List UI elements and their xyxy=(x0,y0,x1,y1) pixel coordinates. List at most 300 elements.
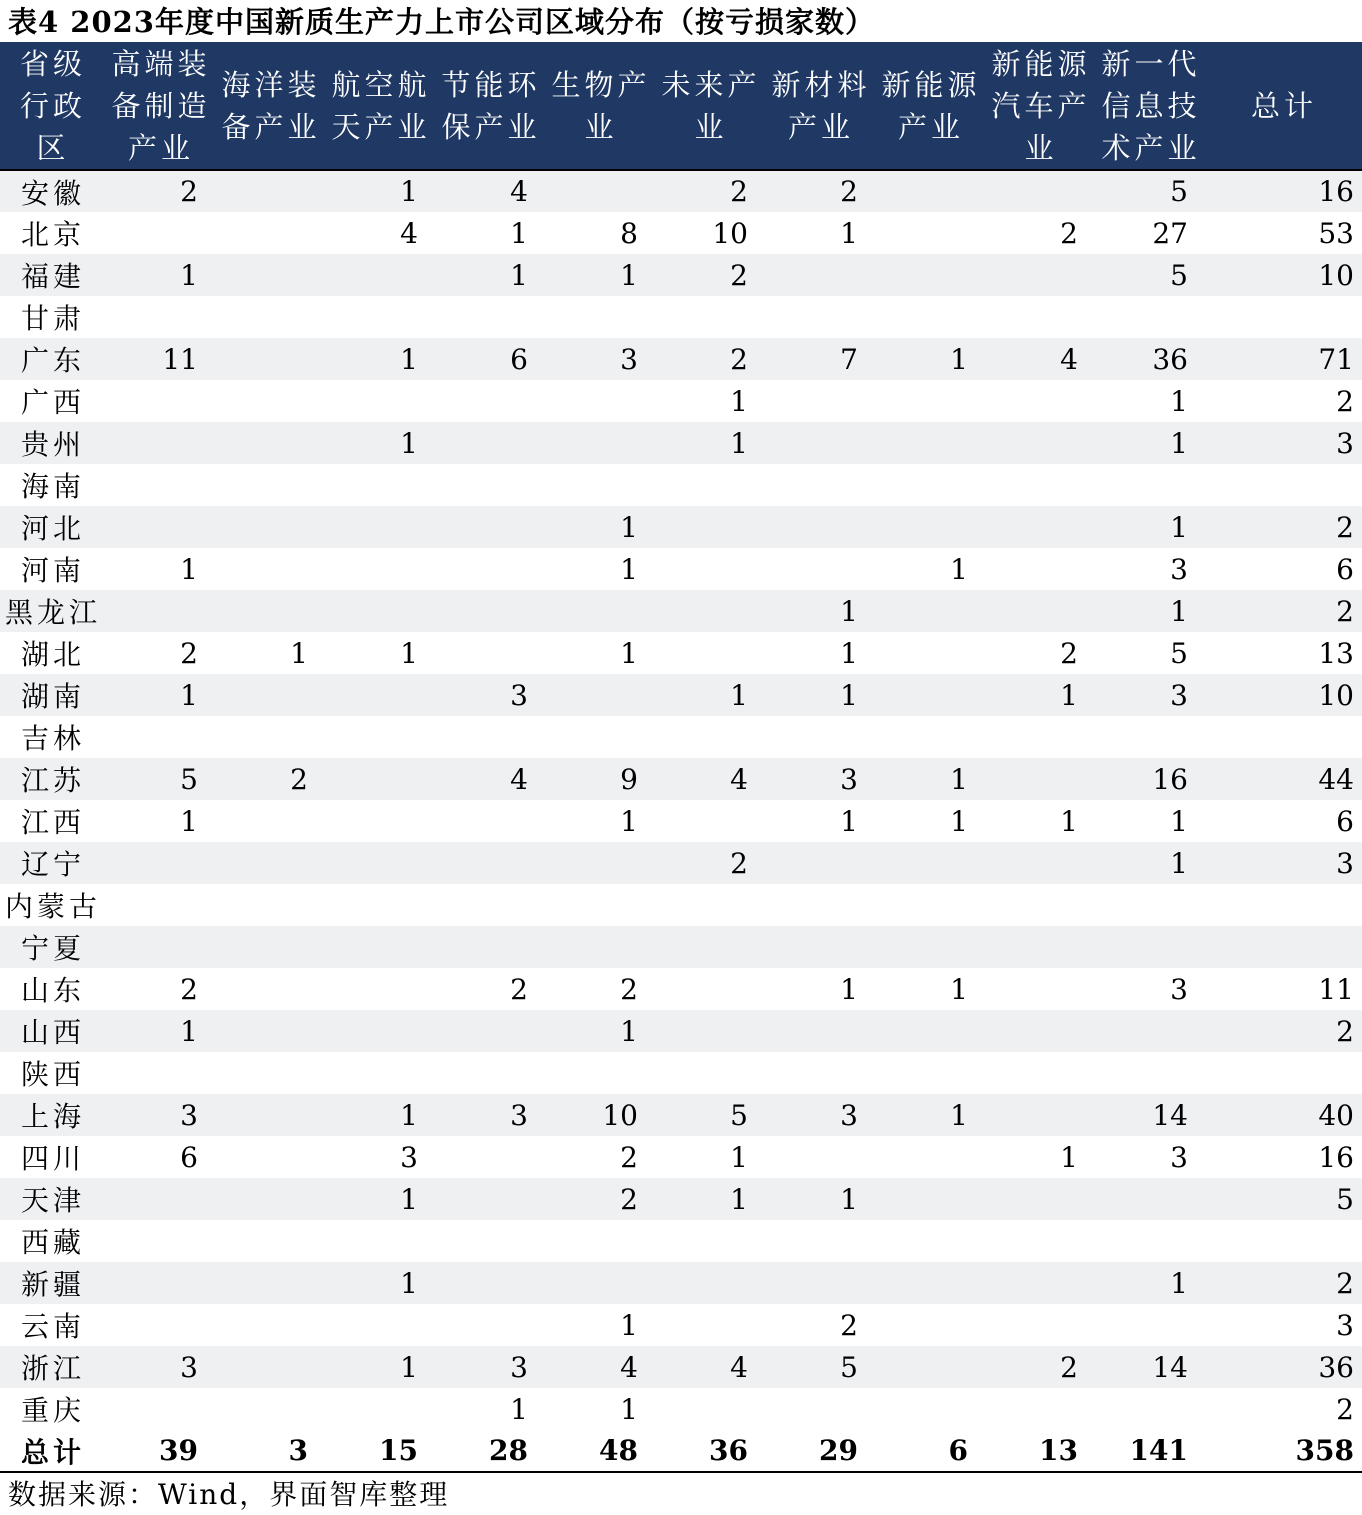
value-cell xyxy=(986,1178,1096,1220)
value-cell xyxy=(766,884,876,926)
value-cell xyxy=(106,212,216,254)
value-cell: 1 xyxy=(656,1178,766,1220)
value-cell: 2 xyxy=(656,254,766,296)
value-cell xyxy=(216,926,326,968)
value-cell xyxy=(876,632,986,674)
value-cell xyxy=(876,212,986,254)
value-cell xyxy=(656,968,766,1010)
value-cell xyxy=(986,716,1096,758)
value-cell xyxy=(986,422,1096,464)
row-total-cell: 6 xyxy=(1206,548,1362,590)
province-cell: 北京 xyxy=(0,212,106,254)
value-cell: 1 xyxy=(546,800,656,842)
value-cell xyxy=(106,884,216,926)
value-cell: 1 xyxy=(1096,842,1206,884)
value-cell xyxy=(216,506,326,548)
value-cell: 48 xyxy=(546,1430,656,1472)
row-total-cell: 5 xyxy=(1206,1178,1362,1220)
value-cell xyxy=(326,254,436,296)
value-cell xyxy=(876,506,986,548)
value-cell xyxy=(436,1262,546,1304)
value-cell: 1 xyxy=(326,170,436,212)
column-header: 海洋装备产业 xyxy=(216,42,326,170)
value-cell xyxy=(986,1094,1096,1136)
value-cell xyxy=(436,464,546,506)
value-cell xyxy=(656,1052,766,1094)
province-cell: 甘肃 xyxy=(0,296,106,338)
value-cell xyxy=(216,1304,326,1346)
value-cell xyxy=(876,590,986,632)
value-cell xyxy=(986,506,1096,548)
table-row xyxy=(0,884,1362,926)
value-cell: 10 xyxy=(656,212,766,254)
value-cell: 1 xyxy=(546,254,656,296)
value-cell xyxy=(656,1388,766,1430)
value-cell: 1 xyxy=(326,422,436,464)
value-cell: 1 xyxy=(326,1094,436,1136)
table-row xyxy=(0,1388,1362,1430)
value-cell xyxy=(546,296,656,338)
value-cell xyxy=(546,716,656,758)
table-row xyxy=(0,1178,1362,1220)
value-cell: 1 xyxy=(1096,380,1206,422)
value-cell xyxy=(216,1010,326,1052)
table-row xyxy=(0,674,1362,716)
value-cell xyxy=(766,1010,876,1052)
province-cell: 重庆 xyxy=(0,1388,106,1430)
province-cell: 江西 xyxy=(0,800,106,842)
row-total-cell: 53 xyxy=(1206,212,1362,254)
value-cell xyxy=(436,1220,546,1262)
value-cell: 1 xyxy=(436,212,546,254)
value-cell xyxy=(766,548,876,590)
row-total-cell: 2 xyxy=(1206,1388,1362,1430)
table-body xyxy=(0,170,1362,1472)
value-cell: 1 xyxy=(546,548,656,590)
value-cell xyxy=(216,1388,326,1430)
value-cell: 2 xyxy=(546,1178,656,1220)
value-cell xyxy=(436,842,546,884)
value-cell xyxy=(216,1136,326,1178)
row-total-cell: 11 xyxy=(1206,968,1362,1010)
row-total-cell: 3 xyxy=(1206,422,1362,464)
value-cell xyxy=(1096,926,1206,968)
province-cell: 海南 xyxy=(0,464,106,506)
value-cell xyxy=(326,296,436,338)
table-row xyxy=(0,1052,1362,1094)
column-header: 航空航天产业 xyxy=(326,42,436,170)
value-cell xyxy=(216,1262,326,1304)
value-cell xyxy=(546,926,656,968)
value-cell xyxy=(546,1262,656,1304)
value-cell xyxy=(216,548,326,590)
value-cell xyxy=(656,800,766,842)
value-cell xyxy=(326,1220,436,1262)
value-cell xyxy=(766,1052,876,1094)
value-cell xyxy=(766,1388,876,1430)
value-cell xyxy=(436,296,546,338)
value-cell: 3 xyxy=(1096,674,1206,716)
table-row xyxy=(0,758,1362,800)
row-total-cell xyxy=(1206,1052,1362,1094)
province-cell: 贵州 xyxy=(0,422,106,464)
province-cell: 四川 xyxy=(0,1136,106,1178)
value-cell: 4 xyxy=(656,758,766,800)
value-cell: 2 xyxy=(546,968,656,1010)
column-header: 高端装备制造产业 xyxy=(106,42,216,170)
row-total-cell: 6 xyxy=(1206,800,1362,842)
row-total-cell: 36 xyxy=(1206,1346,1362,1388)
value-cell xyxy=(876,1262,986,1304)
table-row xyxy=(0,842,1362,884)
value-cell xyxy=(1096,1052,1206,1094)
value-cell: 1 xyxy=(876,968,986,1010)
value-cell: 7 xyxy=(766,338,876,380)
value-cell: 2 xyxy=(766,170,876,212)
province-cell: 河北 xyxy=(0,506,106,548)
value-cell: 11 xyxy=(106,338,216,380)
column-header: 节能环保产业 xyxy=(436,42,546,170)
value-cell: 1 xyxy=(326,1178,436,1220)
value-cell xyxy=(106,1220,216,1262)
column-header: 新材料产业 xyxy=(766,42,876,170)
value-cell xyxy=(986,380,1096,422)
value-cell: 1 xyxy=(326,632,436,674)
value-cell xyxy=(876,422,986,464)
value-cell: 1 xyxy=(436,254,546,296)
value-cell xyxy=(326,674,436,716)
value-cell: 1 xyxy=(986,800,1096,842)
value-cell: 1 xyxy=(326,1346,436,1388)
value-cell xyxy=(986,170,1096,212)
table-row xyxy=(0,716,1362,758)
row-total-cell: 10 xyxy=(1206,254,1362,296)
value-cell xyxy=(216,674,326,716)
value-cell: 1 xyxy=(216,632,326,674)
value-cell xyxy=(656,548,766,590)
value-cell: 9 xyxy=(546,758,656,800)
value-cell xyxy=(216,968,326,1010)
table-row xyxy=(0,590,1362,632)
value-cell xyxy=(326,548,436,590)
value-cell: 1 xyxy=(876,758,986,800)
value-cell: 3 xyxy=(1096,548,1206,590)
value-cell xyxy=(986,1052,1096,1094)
value-cell: 1 xyxy=(766,590,876,632)
value-cell xyxy=(1096,1178,1206,1220)
value-cell: 3 xyxy=(216,1430,326,1472)
value-cell xyxy=(216,842,326,884)
value-cell xyxy=(986,590,1096,632)
value-cell: 2 xyxy=(656,338,766,380)
value-cell: 2 xyxy=(986,632,1096,674)
province-cell: 广东 xyxy=(0,338,106,380)
table-row xyxy=(0,632,1362,674)
row-total-cell xyxy=(1206,1220,1362,1262)
value-cell: 2 xyxy=(436,968,546,1010)
value-cell: 2 xyxy=(106,968,216,1010)
table-row xyxy=(0,506,1362,548)
value-cell xyxy=(216,338,326,380)
value-cell: 5 xyxy=(766,1346,876,1388)
table-header xyxy=(0,42,1362,170)
value-cell xyxy=(876,1010,986,1052)
table-title: 表4 2023年度中国新质生产力上市公司区域分布（按亏损家数） xyxy=(8,5,875,39)
value-cell xyxy=(876,926,986,968)
value-cell xyxy=(876,1304,986,1346)
value-cell xyxy=(326,1388,436,1430)
value-cell: 1 xyxy=(986,674,1096,716)
table-row xyxy=(0,926,1362,968)
value-cell: 29 xyxy=(766,1430,876,1472)
value-cell xyxy=(326,1304,436,1346)
value-cell xyxy=(326,968,436,1010)
value-cell xyxy=(216,884,326,926)
value-cell xyxy=(986,254,1096,296)
province-cell: 陕西 xyxy=(0,1052,106,1094)
row-total-cell: 2 xyxy=(1206,380,1362,422)
table-row xyxy=(0,254,1362,296)
value-cell xyxy=(106,842,216,884)
table-row xyxy=(0,800,1362,842)
value-cell xyxy=(766,254,876,296)
value-cell xyxy=(216,296,326,338)
province-cell: 黑龙江 xyxy=(0,590,106,632)
value-cell xyxy=(546,590,656,632)
row-total-cell xyxy=(1206,464,1362,506)
value-cell: 1 xyxy=(766,1178,876,1220)
value-cell xyxy=(1096,296,1206,338)
value-cell xyxy=(766,926,876,968)
province-cell: 内蒙古 xyxy=(0,884,106,926)
value-cell xyxy=(546,1220,656,1262)
value-cell: 2 xyxy=(106,170,216,212)
table-row xyxy=(0,212,1362,254)
value-cell: 5 xyxy=(106,758,216,800)
value-cell xyxy=(986,884,1096,926)
value-cell: 10 xyxy=(546,1094,656,1136)
value-cell xyxy=(216,1094,326,1136)
province-cell: 广西 xyxy=(0,380,106,422)
value-cell: 1 xyxy=(1096,800,1206,842)
value-cell xyxy=(216,422,326,464)
value-cell xyxy=(106,380,216,422)
value-cell: 5 xyxy=(1096,254,1206,296)
value-cell xyxy=(106,1304,216,1346)
table-row xyxy=(0,338,1362,380)
value-cell xyxy=(436,1178,546,1220)
value-cell xyxy=(876,296,986,338)
row-total-cell: 3 xyxy=(1206,1304,1362,1346)
value-cell xyxy=(326,464,436,506)
province-cell: 山西 xyxy=(0,1010,106,1052)
row-total-cell: 13 xyxy=(1206,632,1362,674)
value-cell xyxy=(216,716,326,758)
value-cell xyxy=(986,1010,1096,1052)
row-total-cell: 2 xyxy=(1206,506,1362,548)
value-cell xyxy=(436,548,546,590)
value-cell xyxy=(986,464,1096,506)
value-cell: 1 xyxy=(766,212,876,254)
value-cell xyxy=(436,800,546,842)
column-header: 总计 xyxy=(1206,42,1362,170)
value-cell xyxy=(986,1262,1096,1304)
value-cell: 1 xyxy=(546,1304,656,1346)
value-cell: 1 xyxy=(1096,1262,1206,1304)
value-cell xyxy=(986,968,1096,1010)
value-cell xyxy=(986,842,1096,884)
column-header: 新能源汽车产业 xyxy=(986,42,1096,170)
province-cell: 天津 xyxy=(0,1178,106,1220)
value-cell xyxy=(436,590,546,632)
value-cell xyxy=(1096,1010,1206,1052)
value-cell xyxy=(326,800,436,842)
province-cell: 宁夏 xyxy=(0,926,106,968)
table-row xyxy=(0,1304,1362,1346)
value-cell xyxy=(766,464,876,506)
value-cell xyxy=(546,674,656,716)
value-cell xyxy=(986,548,1096,590)
value-cell xyxy=(326,842,436,884)
row-total-cell: 2 xyxy=(1206,1010,1362,1052)
value-cell: 3 xyxy=(766,758,876,800)
table-row xyxy=(0,380,1362,422)
value-cell: 3 xyxy=(436,1346,546,1388)
value-cell: 1 xyxy=(876,800,986,842)
value-cell xyxy=(546,380,656,422)
row-total-cell xyxy=(1206,296,1362,338)
value-cell xyxy=(326,758,436,800)
value-cell xyxy=(216,1220,326,1262)
row-total-cell: 2 xyxy=(1206,590,1362,632)
province-cell: 湖北 xyxy=(0,632,106,674)
value-cell xyxy=(876,842,986,884)
value-cell xyxy=(216,380,326,422)
value-cell: 2 xyxy=(656,170,766,212)
value-cell: 1 xyxy=(1096,422,1206,464)
table-row xyxy=(0,170,1362,212)
value-cell: 16 xyxy=(1096,758,1206,800)
value-cell: 5 xyxy=(1096,632,1206,674)
value-cell: 4 xyxy=(436,170,546,212)
value-cell: 1 xyxy=(326,338,436,380)
value-cell xyxy=(986,1388,1096,1430)
value-cell: 2 xyxy=(766,1304,876,1346)
province-cell: 山东 xyxy=(0,968,106,1010)
value-cell xyxy=(766,842,876,884)
table-row xyxy=(0,1262,1362,1304)
value-cell xyxy=(876,716,986,758)
value-cell xyxy=(876,884,986,926)
value-cell xyxy=(986,758,1096,800)
value-cell: 1 xyxy=(656,422,766,464)
value-cell: 13 xyxy=(986,1430,1096,1472)
value-cell: 1 xyxy=(1096,590,1206,632)
value-cell xyxy=(436,422,546,464)
value-cell: 1 xyxy=(546,632,656,674)
value-cell xyxy=(216,212,326,254)
value-cell xyxy=(436,884,546,926)
value-cell: 3 xyxy=(436,1094,546,1136)
value-cell xyxy=(766,1262,876,1304)
value-cell xyxy=(106,422,216,464)
value-cell: 5 xyxy=(1096,170,1206,212)
province-cell: 湖南 xyxy=(0,674,106,716)
value-cell: 1 xyxy=(106,254,216,296)
value-cell xyxy=(876,254,986,296)
value-cell: 1 xyxy=(766,800,876,842)
value-cell: 1 xyxy=(876,548,986,590)
row-total-cell: 3 xyxy=(1206,842,1362,884)
value-cell: 3 xyxy=(1096,968,1206,1010)
value-cell: 3 xyxy=(766,1094,876,1136)
value-cell xyxy=(106,1262,216,1304)
province-cell: 河南 xyxy=(0,548,106,590)
value-cell xyxy=(326,926,436,968)
value-cell: 36 xyxy=(1096,338,1206,380)
value-cell: 1 xyxy=(106,674,216,716)
value-cell: 1 xyxy=(986,1136,1096,1178)
value-cell: 2 xyxy=(216,758,326,800)
province-cell: 吉林 xyxy=(0,716,106,758)
value-cell: 1 xyxy=(656,1136,766,1178)
table-row xyxy=(0,968,1362,1010)
value-cell xyxy=(656,716,766,758)
value-cell: 1 xyxy=(546,1388,656,1430)
table-row xyxy=(0,548,1362,590)
value-cell xyxy=(1096,1388,1206,1430)
value-cell xyxy=(436,1136,546,1178)
value-cell xyxy=(876,1346,986,1388)
row-total-cell: 358 xyxy=(1206,1430,1362,1472)
row-total-cell: 44 xyxy=(1206,758,1362,800)
value-cell xyxy=(216,254,326,296)
province-cell: 浙江 xyxy=(0,1346,106,1388)
value-cell xyxy=(766,296,876,338)
row-total-cell: 2 xyxy=(1206,1262,1362,1304)
value-cell xyxy=(1096,716,1206,758)
value-cell: 1 xyxy=(876,1094,986,1136)
header-row xyxy=(0,42,1362,170)
table-row xyxy=(0,1136,1362,1178)
value-cell xyxy=(656,1304,766,1346)
value-cell xyxy=(326,380,436,422)
value-cell: 1 xyxy=(436,1388,546,1430)
value-cell xyxy=(216,1178,326,1220)
province-cell: 西藏 xyxy=(0,1220,106,1262)
value-cell xyxy=(876,170,986,212)
value-cell xyxy=(656,1220,766,1262)
row-total-cell: 16 xyxy=(1206,1136,1362,1178)
column-header: 未来产业 xyxy=(656,42,766,170)
value-cell xyxy=(216,170,326,212)
value-cell: 1 xyxy=(766,632,876,674)
value-cell: 1 xyxy=(106,548,216,590)
value-cell: 1 xyxy=(876,338,986,380)
value-cell xyxy=(766,1220,876,1262)
table-row xyxy=(0,1094,1362,1136)
value-cell xyxy=(106,296,216,338)
value-cell xyxy=(986,296,1096,338)
value-cell xyxy=(656,590,766,632)
value-cell: 3 xyxy=(436,674,546,716)
value-cell: 14 xyxy=(1096,1094,1206,1136)
total-row xyxy=(0,1430,1362,1472)
table-row xyxy=(0,1346,1362,1388)
province-cell: 辽宁 xyxy=(0,842,106,884)
province-cell: 福建 xyxy=(0,254,106,296)
value-cell xyxy=(766,1136,876,1178)
